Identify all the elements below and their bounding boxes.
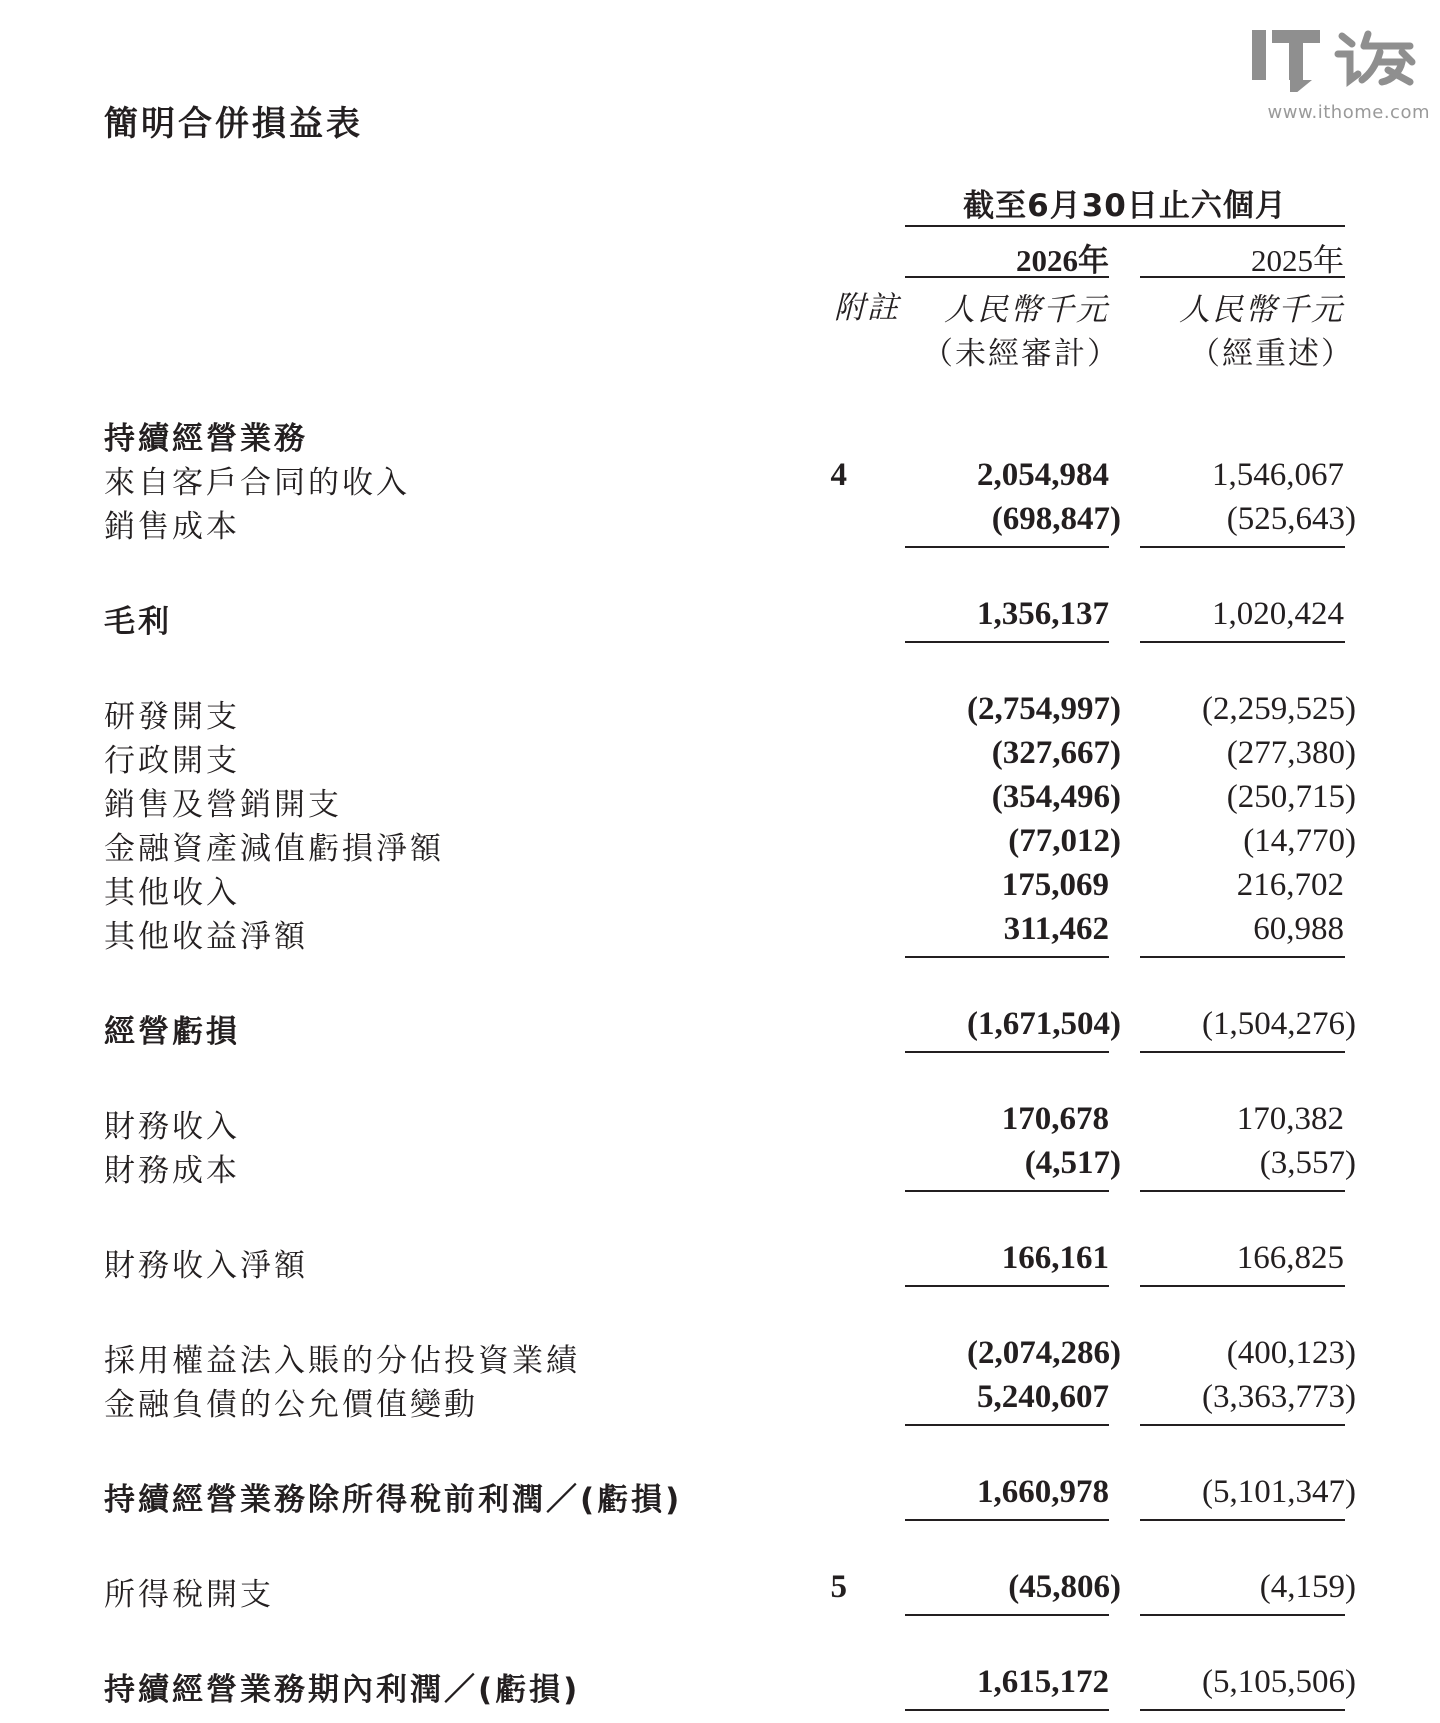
row-label: 行政開支 — [104, 743, 240, 779]
prior-value: (5,105,506) — [1202, 1664, 1356, 1700]
subtotal-rule — [1140, 1285, 1345, 1287]
table-row — [0, 735, 1440, 779]
prior-value: (250,715) — [1226, 779, 1356, 815]
total-rule — [905, 1709, 1109, 1711]
current-year-rule — [905, 276, 1109, 278]
table-row — [0, 779, 1440, 823]
table-row — [0, 911, 1440, 955]
period-header: 截至6月30日止六個月 — [963, 188, 1287, 224]
current-value: 1,356,137 — [977, 596, 1109, 632]
current-year: 2026年 — [1016, 243, 1109, 278]
subtotal-rule — [905, 1614, 1109, 1616]
table-row — [0, 457, 1440, 501]
watermark — [1250, 22, 1430, 132]
current-value: (354,496) — [991, 779, 1121, 815]
total-rule — [1140, 1709, 1345, 1711]
row-label: 毛利 — [104, 604, 172, 640]
prior-value: 60,988 — [1253, 911, 1344, 947]
current-value: (698,847) — [991, 501, 1121, 537]
table-row — [0, 1569, 1440, 1613]
subtotal-rule — [1140, 1051, 1345, 1053]
watermark-url: www.ithome.com — [1267, 102, 1430, 123]
prior-value: 1,020,424 — [1212, 596, 1344, 632]
subtotal-rule — [905, 1424, 1109, 1426]
section-heading-row — [0, 413, 1440, 457]
subtotal-rule — [905, 1285, 1109, 1287]
prior-value: (3,363,773) — [1202, 1379, 1356, 1415]
prior-year: 2025年 — [1251, 243, 1344, 278]
subtotal-rule — [905, 1519, 1109, 1521]
table-row — [0, 1240, 1440, 1284]
current-value: (327,667) — [991, 735, 1121, 771]
table-row — [0, 691, 1440, 735]
subtotal-rule — [1140, 1190, 1345, 1192]
table-row — [0, 1335, 1440, 1379]
row-label: 金融資產減值虧損淨額 — [104, 831, 444, 867]
row-label: 銷售及營銷開支 — [104, 787, 342, 823]
table-row — [0, 1474, 1440, 1518]
prior-value: (400,123) — [1226, 1335, 1356, 1371]
header-rule — [905, 225, 1345, 227]
prior-value: 216,702 — [1236, 867, 1344, 903]
row-label: 採用權益法入賬的分佔投資業績 — [104, 1343, 580, 1379]
current-value: 2,054,984 — [977, 457, 1109, 493]
section-heading: 持續經營業務 — [104, 421, 308, 457]
subtotal-rule — [1140, 546, 1345, 548]
current-value: 5,240,607 — [977, 1379, 1109, 1415]
prior-value: (277,380) — [1226, 735, 1356, 771]
row-label: 金融負債的公允價值變動 — [104, 1387, 478, 1423]
prior-status: （經重述） — [1189, 336, 1354, 372]
current-status: （未經審計） — [922, 336, 1120, 372]
table-row — [0, 1101, 1440, 1145]
table-row — [0, 1664, 1440, 1708]
prior-currency: 人民幣千元 — [1179, 292, 1344, 328]
table-row — [0, 1006, 1440, 1050]
prior-value: 170,382 — [1236, 1101, 1344, 1137]
subtotal-rule — [1140, 1614, 1345, 1616]
table-row — [0, 1379, 1440, 1423]
prior-year-rule — [1140, 276, 1345, 278]
current-value: 175,069 — [1001, 867, 1109, 903]
subtotal-rule — [905, 956, 1109, 958]
subtotal-rule — [1140, 1424, 1345, 1426]
current-value: 166,161 — [1001, 1240, 1109, 1276]
row-label: 銷售成本 — [104, 509, 240, 545]
subtotal-rule — [905, 546, 1109, 548]
current-value: (2,074,286) — [967, 1335, 1121, 1371]
row-label: 財務收入淨額 — [104, 1248, 308, 1284]
current-value: (2,754,997) — [967, 691, 1121, 727]
row-label: 研發開支 — [104, 699, 240, 735]
table-row — [0, 501, 1440, 545]
table-row — [0, 867, 1440, 911]
subtotal-rule — [1140, 956, 1345, 958]
current-value: 1,615,172 — [977, 1664, 1109, 1700]
ithome-logo — [1250, 22, 1430, 92]
row-label: 持續經營業務期內利潤／(虧損) — [104, 1672, 581, 1708]
prior-value: (14,770) — [1243, 823, 1356, 859]
current-value: 1,660,978 — [977, 1474, 1109, 1510]
prior-value: (1,504,276) — [1202, 1006, 1356, 1042]
current-currency: 人民幣千元 — [944, 292, 1109, 328]
subtotal-rule — [1140, 1519, 1345, 1521]
table-row — [0, 823, 1440, 867]
prior-value: (525,643) — [1226, 501, 1356, 537]
subtotal-rule — [905, 641, 1109, 643]
current-value: (45,806) — [1008, 1569, 1121, 1605]
subtotal-rule — [1140, 641, 1345, 643]
row-note: 5 — [830, 1569, 847, 1605]
row-label: 財務收入 — [104, 1109, 240, 1145]
current-value: (77,012) — [1008, 823, 1121, 859]
subtotal-rule — [905, 1190, 1109, 1192]
note-column-header: 附註 — [834, 290, 900, 326]
current-value: (4,517) — [1024, 1145, 1121, 1181]
table-row — [0, 596, 1440, 640]
prior-value: 166,825 — [1236, 1240, 1344, 1276]
row-label: 所得稅開支 — [104, 1577, 274, 1613]
page-title: 簡明合併損益表 — [104, 104, 363, 144]
prior-value: (4,159) — [1259, 1569, 1356, 1605]
row-label: 財務成本 — [104, 1153, 240, 1189]
prior-value: (5,101,347) — [1202, 1474, 1356, 1510]
prior-value: (3,557) — [1259, 1145, 1356, 1181]
current-value: 170,678 — [1001, 1101, 1109, 1137]
row-label: 其他收入 — [104, 875, 240, 911]
row-label: 來自客戶合同的收入 — [104, 465, 410, 501]
current-value: (1,671,504) — [967, 1006, 1121, 1042]
table-row — [0, 1145, 1440, 1189]
row-note: 4 — [830, 457, 847, 493]
subtotal-rule — [905, 1051, 1109, 1053]
row-label: 其他收益淨額 — [104, 919, 308, 955]
prior-value: (2,259,525) — [1202, 691, 1356, 727]
row-label: 經營虧損 — [104, 1014, 240, 1050]
row-label: 持續經營業務除所得稅前利潤／(虧損) — [104, 1482, 683, 1518]
prior-value: 1,546,067 — [1212, 457, 1344, 493]
current-value: 311,462 — [1003, 911, 1109, 947]
